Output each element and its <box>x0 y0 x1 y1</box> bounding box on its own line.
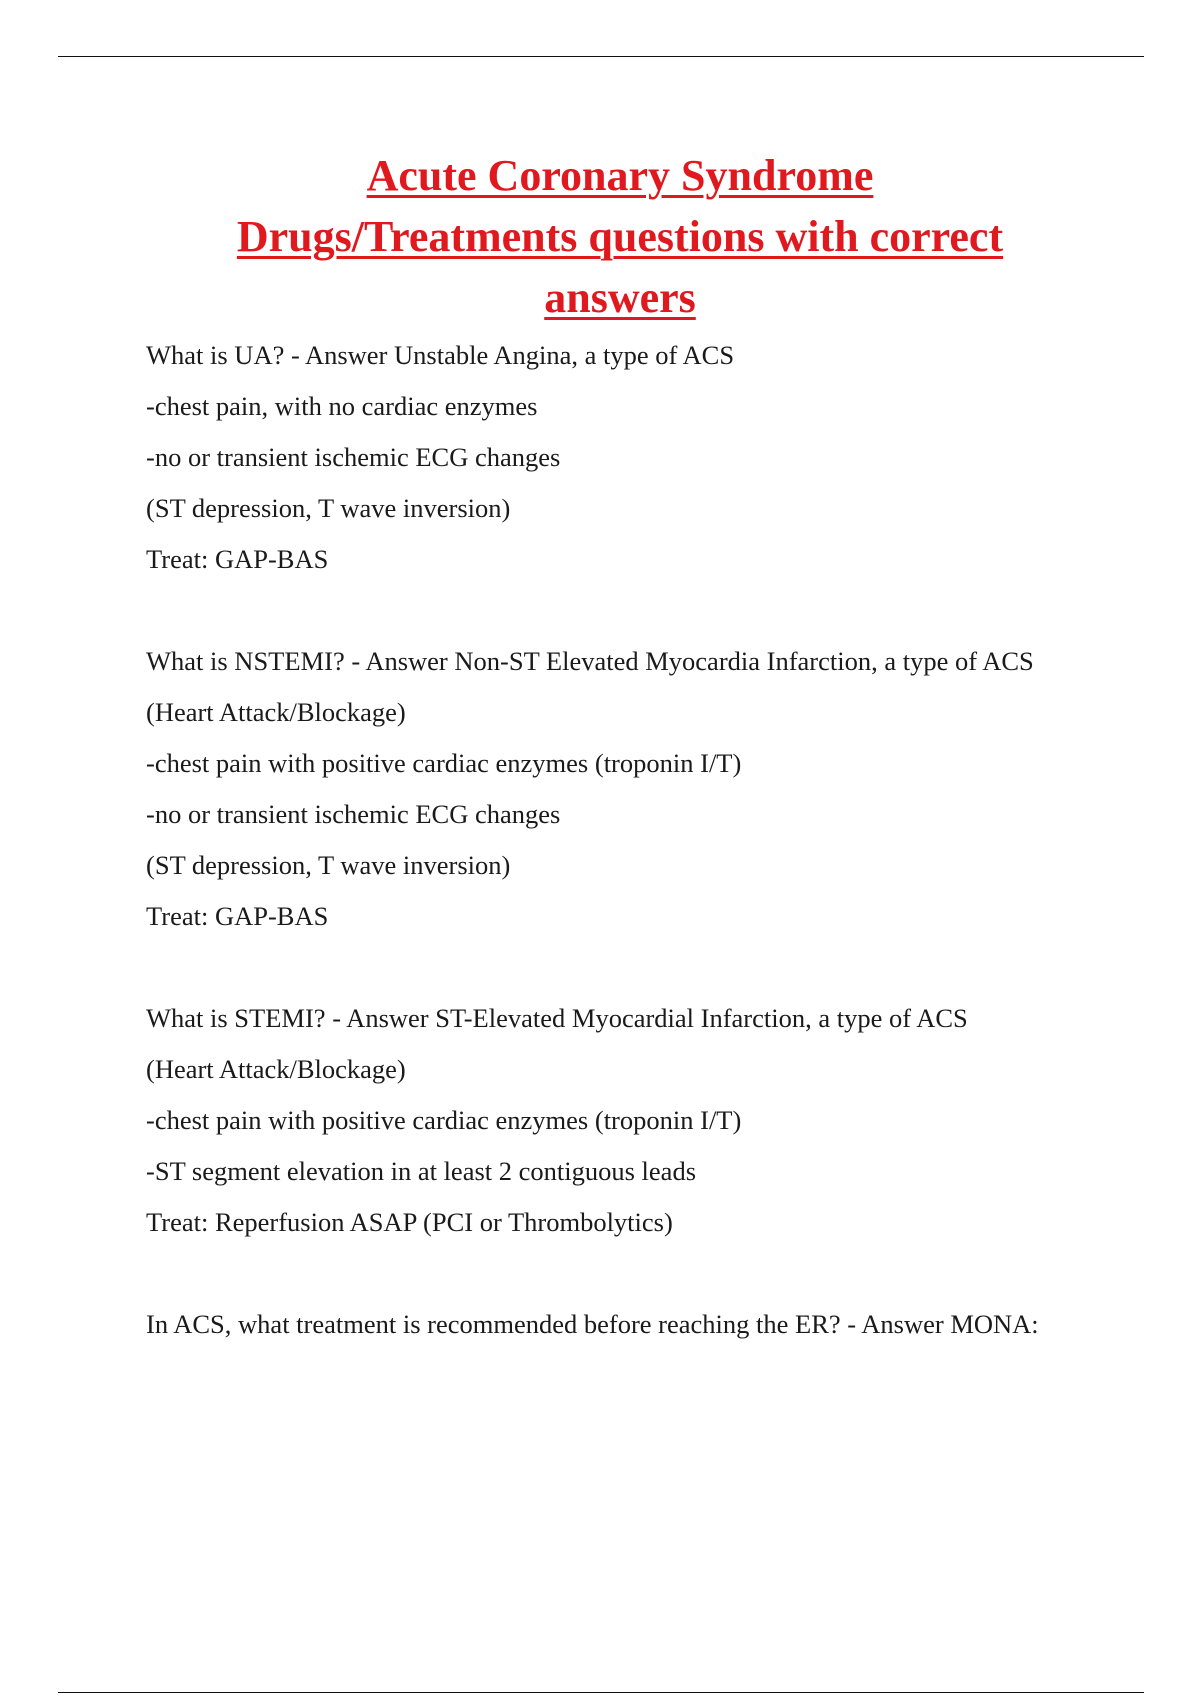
spacer <box>146 1256 1076 1307</box>
answer-line: -chest pain, with no cardiac enzymes <box>146 391 538 421</box>
answer-line: (Heart Attack/Blockage) <box>146 1054 406 1084</box>
title-line: answers <box>544 273 696 322</box>
spacer <box>146 950 1076 1001</box>
answer-line: Treat: Reperfusion ASAP (PCI or Thrombolytics) <box>146 1207 673 1237</box>
question-line: What is NSTEMI? - Answer Non-ST Elevated Myocardia Infarction, a type of ACS <box>146 646 1034 676</box>
answer-line: -chest pain with positive cardiac enzymes (troponin I/T) <box>146 748 742 778</box>
question-line: What is UA? - Answer Unstable Angina, a type of ACS <box>146 340 735 370</box>
answer-line: -ST segment elevation in at least 2 contiguous leads <box>146 1156 697 1186</box>
qa-block-prehospital <box>146 1307 1076 1341</box>
top-rule <box>58 56 1144 57</box>
document-title <box>150 145 1090 328</box>
question-line: What is STEMI? - Answer ST-Elevated Myocardial Infarction, a type of ACS <box>146 1003 968 1033</box>
qa-block-nstemi <box>146 644 1076 933</box>
qa-block-ua <box>146 338 1076 576</box>
answer-line: -no or transient ischemic ECG changes <box>146 799 561 829</box>
answer-line: -no or transient ischemic ECG changes <box>146 442 561 472</box>
answer-line: -chest pain with positive cardiac enzymes (troponin I/T) <box>146 1105 742 1135</box>
title-line: Acute Coronary Syndrome <box>366 151 874 200</box>
title-line: Drugs/Treatments questions with correct <box>236 212 1004 261</box>
answer-line: (ST depression, T wave inversion) <box>146 493 511 523</box>
answer-line: (Heart Attack/Blockage) <box>146 697 406 727</box>
qa-block-stemi <box>146 1001 1076 1239</box>
answer-line: Treat: GAP-BAS <box>146 901 329 931</box>
answer-line: Treat: GAP-BAS <box>146 544 329 574</box>
document-body <box>146 338 1076 1358</box>
answer-line: (ST depression, T wave inversion) <box>146 850 511 880</box>
question-line: In ACS, what treatment is recommended before reaching the ER? - Answer MONA: <box>146 1309 1039 1339</box>
spacer <box>146 593 1076 644</box>
bottom-rule <box>58 1692 1144 1693</box>
